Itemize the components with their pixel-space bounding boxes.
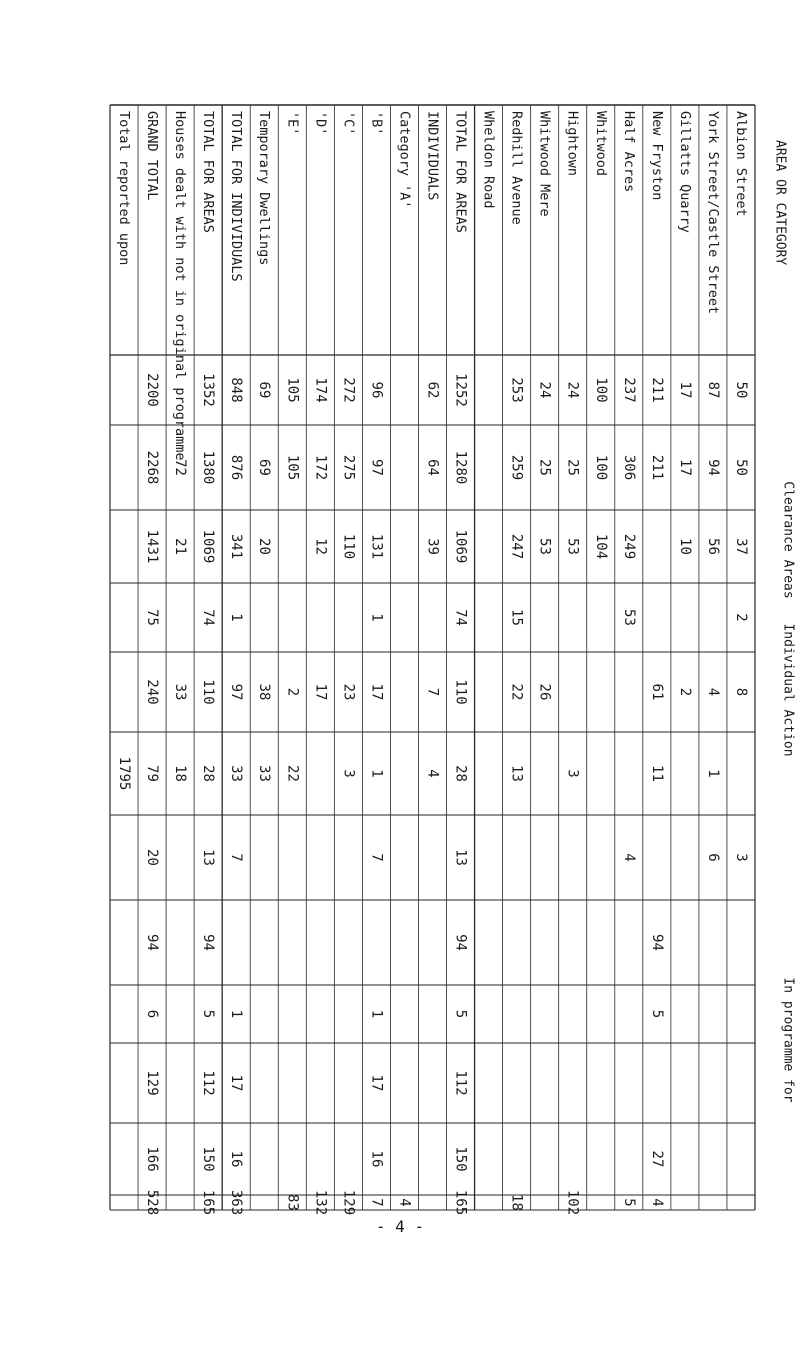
row-label: New Fryston xyxy=(648,111,665,201)
table-cell: 17 xyxy=(368,1074,385,1092)
table-cell: 50 xyxy=(732,381,749,399)
table-cell: 15 xyxy=(508,609,525,626)
table-cell: 33 xyxy=(228,765,245,782)
table-cell: 105 xyxy=(284,454,301,481)
row-label: 'D' xyxy=(312,111,329,136)
table-cell: 39 xyxy=(424,538,441,555)
row-label: TOTAL FOR AREAS xyxy=(452,111,469,233)
row-label: Gillatts Quarry xyxy=(676,111,693,233)
table-cell: 131 xyxy=(368,533,385,560)
table-cell: 13 xyxy=(452,849,469,866)
table-cell: 259 xyxy=(508,454,525,481)
table-cell: 69 xyxy=(256,381,273,399)
table-cell: 104 xyxy=(592,533,609,560)
table-cell: 1 xyxy=(368,769,385,778)
table-cell: 5 xyxy=(620,1198,637,1207)
table-cell: 37 xyxy=(732,538,749,555)
table-cell: 23 xyxy=(340,683,357,701)
table-cell: 174 xyxy=(312,377,329,403)
table-cell: 83 xyxy=(284,1194,301,1211)
table-cell: 363 xyxy=(228,1189,245,1216)
row-label: GRAND TOTAL xyxy=(144,111,161,201)
table-cell: 26 xyxy=(536,683,553,701)
table-cell: 110 xyxy=(340,533,357,560)
table-grid xyxy=(110,105,755,1210)
table-cell: 94 xyxy=(452,934,469,951)
table-cell: 275 xyxy=(340,454,357,481)
table-cell: 6 xyxy=(704,853,721,862)
table-cell: 876 xyxy=(228,454,245,481)
table-cell: 1 xyxy=(368,613,385,622)
table-cell: 56 xyxy=(704,538,721,555)
table-cell: 2 xyxy=(676,687,693,697)
table-cell: 1795 xyxy=(116,756,133,791)
table-cell: 272 xyxy=(340,377,357,403)
table-cell: 132 xyxy=(312,1189,329,1216)
table-cell: 62 xyxy=(424,381,441,399)
row-label: Category 'A' xyxy=(396,111,413,209)
table-cell: 2200 xyxy=(144,373,161,407)
table-cell: 2268 xyxy=(144,450,161,485)
table-cell: 1252 xyxy=(452,373,469,407)
table-cell: 3 xyxy=(732,853,749,862)
table-cell: 53 xyxy=(536,538,553,555)
table-cell: 97 xyxy=(228,683,245,701)
table-cell: 247 xyxy=(508,533,525,560)
row-label: Temporary Dwellings xyxy=(256,111,273,266)
table-cell: 129 xyxy=(340,1189,357,1216)
row-label: Half Acres xyxy=(620,111,637,193)
table-cell: 110 xyxy=(200,679,217,705)
row-label: 'B' xyxy=(368,111,385,136)
table-cell: 1 xyxy=(228,1009,245,1019)
table-cell: 16 xyxy=(368,1150,385,1168)
table-cell: 69 xyxy=(256,459,273,476)
table-cell: 16 xyxy=(228,1150,245,1168)
table-cell: 17 xyxy=(676,381,693,399)
table-cell: 211 xyxy=(648,454,665,481)
table-cell: 94 xyxy=(648,934,665,951)
table-cell: 240 xyxy=(144,679,161,705)
table-cell: 33 xyxy=(256,765,273,782)
table-cell: 1 xyxy=(704,769,721,778)
row-label: Redhill Avenue xyxy=(508,111,525,225)
row-label: Houses dealt with not in original programme xyxy=(172,111,189,461)
table-cell: 17 xyxy=(368,683,385,701)
row-label: 'E' xyxy=(284,111,301,136)
table-cell: 150 xyxy=(200,1146,217,1172)
table-cell: 74 xyxy=(452,609,469,626)
table-cell: 3 xyxy=(564,769,581,778)
table-cell: 1 xyxy=(228,613,245,622)
table-cell: 61 xyxy=(648,683,665,701)
table-cell: 22 xyxy=(284,765,301,782)
row-label: Hightown xyxy=(564,111,581,177)
table-cell: 53 xyxy=(620,609,637,626)
group-header-programme: In programme for xyxy=(780,977,796,1103)
table-cell: 28 xyxy=(200,765,217,782)
table-cell: 72 xyxy=(172,459,189,476)
row-label: TOTAL FOR INDIVIDUALS xyxy=(228,111,245,282)
table-cell: 10 xyxy=(676,538,693,555)
table-cell: 4 xyxy=(424,769,441,778)
table-cell: 306 xyxy=(620,454,637,481)
row-label: Whitwood xyxy=(592,111,609,177)
table-cell: 1380 xyxy=(200,450,217,485)
table-cell: 112 xyxy=(452,1070,469,1096)
table-cell: 150 xyxy=(452,1146,469,1172)
table-cell: 53 xyxy=(564,538,581,555)
table-cell: 11 xyxy=(648,765,665,782)
table-cell: 17 xyxy=(676,459,693,476)
table-cell: 237 xyxy=(620,377,637,403)
table-cell: 4 xyxy=(396,1198,413,1207)
table-cell: 24 xyxy=(564,381,581,399)
table-cell: 94 xyxy=(144,934,161,951)
table-cell: 87 xyxy=(704,381,721,399)
table-cell: 12 xyxy=(312,538,329,555)
table-cell: 50 xyxy=(732,459,749,476)
table-cell: 211 xyxy=(648,377,665,403)
row-label: 'C' xyxy=(340,111,357,136)
row-label: Wheldon Road xyxy=(480,111,497,209)
row-label: Whitwood Mere xyxy=(536,111,553,217)
table-cell: 4 xyxy=(648,1198,665,1207)
row-label: TOTAL FOR AREAS xyxy=(200,111,217,233)
table-cell: 341 xyxy=(228,533,245,560)
table-cell: 28 xyxy=(452,765,469,782)
table-cell: 8 xyxy=(732,687,749,697)
table-cell: 4 xyxy=(704,687,721,697)
row-label: Total reported upon xyxy=(116,111,133,266)
table-cell: 17 xyxy=(312,683,329,701)
table-cell: 25 xyxy=(564,459,581,476)
table-cell: 22 xyxy=(508,683,525,701)
table-cell: 27 xyxy=(648,1150,665,1168)
table-cell: 96 xyxy=(368,381,385,399)
table-cell: 5 xyxy=(452,1009,469,1019)
table-cell: 112 xyxy=(200,1070,217,1096)
table-cell: 7 xyxy=(368,853,385,862)
table-cell: 6 xyxy=(144,1009,161,1019)
table-cell: 5 xyxy=(648,1009,665,1019)
table-cell: 7 xyxy=(424,687,441,697)
table-cell: 2 xyxy=(284,687,301,697)
table-cell: 249 xyxy=(620,533,637,560)
table-cell: 64 xyxy=(424,459,441,476)
column-header: AREA OR CATEGORY xyxy=(772,140,788,266)
row-label: York Street/Castle Street xyxy=(704,111,721,315)
table-cell: 1069 xyxy=(452,529,469,564)
table-cell: 13 xyxy=(508,765,525,782)
table-cell: 94 xyxy=(704,459,721,476)
table-cell: 165 xyxy=(200,1189,217,1216)
group-header-clearance: Clearance Areas xyxy=(780,481,796,599)
page-number: - 4 - xyxy=(375,1217,425,1236)
table-cell: 79 xyxy=(144,765,161,782)
table-cell: 17 xyxy=(228,1074,245,1092)
table-cell: 20 xyxy=(144,849,161,866)
table-cell: 4 xyxy=(620,853,637,862)
table-cell: 5 xyxy=(200,1009,217,1019)
table-cell: 24 xyxy=(536,381,553,399)
table-cell: 172 xyxy=(312,454,329,481)
table-cell: 166 xyxy=(144,1146,161,1172)
row-label: INDIVIDUALS xyxy=(424,111,441,201)
table-cell: 165 xyxy=(452,1189,469,1216)
table-cell: 38 xyxy=(256,683,273,701)
table-cell: 7 xyxy=(228,853,245,862)
table-cell: 1 xyxy=(368,1009,385,1019)
table-cell: 100 xyxy=(592,454,609,481)
table-cell: 20 xyxy=(256,538,273,555)
group-header-individual: Individual Action xyxy=(780,623,796,757)
table-cell: 97 xyxy=(368,459,385,476)
table-cell: 110 xyxy=(452,679,469,705)
table-cell: 18 xyxy=(508,1194,525,1211)
table-cell: 74 xyxy=(200,609,217,626)
table-cell: 75 xyxy=(144,609,161,626)
table-cell: 3 xyxy=(340,769,357,778)
table-cell: 528 xyxy=(144,1189,161,1216)
table-cell: 13 xyxy=(200,849,217,866)
table-cell: 7 xyxy=(368,1198,385,1207)
table-cell: 2 xyxy=(732,613,749,622)
table-cell: 253 xyxy=(508,377,525,403)
table-cell: 25 xyxy=(536,459,553,476)
table-cell: 1431 xyxy=(144,529,161,564)
table-cell: 848 xyxy=(228,377,245,403)
table-cell: 102 xyxy=(564,1189,581,1216)
table-cell: 21 xyxy=(172,538,189,555)
table-cell: 1352 xyxy=(200,373,217,407)
row-label: Albion Street xyxy=(732,111,749,217)
table-cell: 33 xyxy=(172,683,189,701)
table-cell: 100 xyxy=(592,377,609,403)
table-cell: 94 xyxy=(200,934,217,951)
table-cell: 129 xyxy=(144,1070,161,1096)
table-cell: 105 xyxy=(284,377,301,403)
table-cell: 1069 xyxy=(200,529,217,564)
table-cells xyxy=(116,111,795,1215)
table-cell: 1280 xyxy=(452,450,469,485)
table-cell: 18 xyxy=(172,765,189,782)
